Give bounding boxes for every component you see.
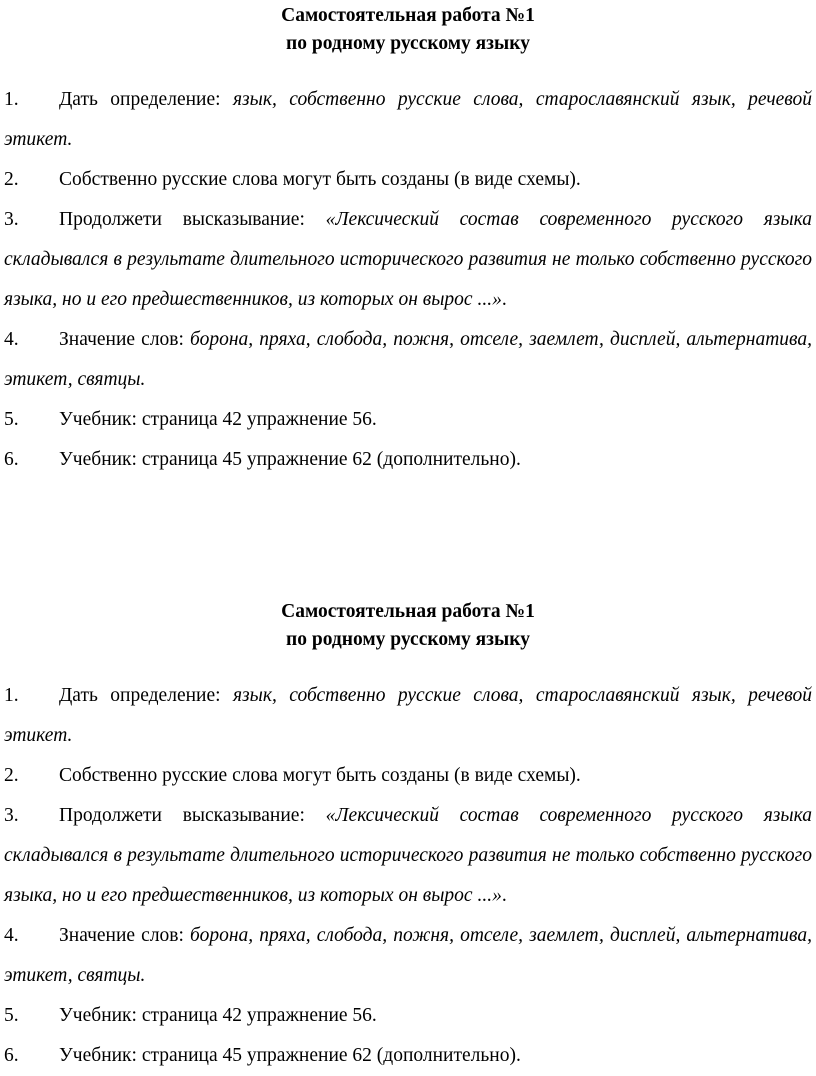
task-text: Учебник: страница 45 упражнение 62 (дополнительно). bbox=[59, 449, 521, 470]
task-item-2 bbox=[4, 160, 812, 200]
task-number: 5. bbox=[4, 1005, 19, 1026]
task-item-3 bbox=[4, 796, 812, 916]
task-tail: . bbox=[67, 129, 73, 150]
task-italic-text: борона, пряха, слобода, пожня, отселе, заемлет, дисплей, альтернатива, этикет, святцы bbox=[4, 925, 812, 986]
task-item-1 bbox=[4, 80, 812, 160]
task-item-5 bbox=[4, 996, 812, 1036]
worksheet-section-1 bbox=[4, 2, 812, 480]
task-text: Значение слов: bbox=[59, 925, 191, 946]
task-number: 1. bbox=[4, 685, 19, 706]
task-item-4 bbox=[4, 916, 812, 996]
task-text: Продолжети высказывание: bbox=[59, 805, 326, 826]
task-number: 6. bbox=[4, 449, 19, 470]
task-number: 2. bbox=[4, 765, 19, 786]
task-text: Продолжети высказывание: bbox=[59, 209, 326, 230]
title-line-2: по родному русскому языку bbox=[286, 33, 530, 54]
task-text: Дать определение: bbox=[59, 685, 233, 706]
title-line-2: по родному русскому языку bbox=[286, 629, 530, 650]
task-item-1 bbox=[4, 676, 812, 756]
task-number: 1. bbox=[4, 89, 19, 110]
task-text: Учебник: страница 45 упражнение 62 (дополнительно). bbox=[59, 1045, 521, 1066]
task-tail: . bbox=[67, 725, 73, 746]
task-item-3 bbox=[4, 200, 812, 320]
task-number: 5. bbox=[4, 409, 19, 430]
worksheet-section-2 bbox=[4, 598, 812, 1076]
task-list bbox=[4, 80, 812, 480]
task-number: 3. bbox=[4, 209, 19, 230]
task-tail: . bbox=[501, 885, 507, 906]
task-italic-text: борона, пряха, слобода, пожня, отселе, заемлет, дисплей, альтернатива, этикет, святцы bbox=[4, 329, 812, 390]
task-number: 4. bbox=[4, 329, 19, 350]
task-italic-text: «Лексический состав современного русского языка складывался в результате длительного исторического развития не только собственно русского языка, но и его предшественников, из которых он вырос ...» bbox=[4, 209, 812, 310]
section-title bbox=[4, 2, 812, 58]
task-item-4 bbox=[4, 320, 812, 400]
task-tail: . bbox=[140, 965, 146, 986]
task-number: 2. bbox=[4, 169, 19, 190]
task-italic-text: язык, собственно русские слова, старославянский язык, речевой этикет bbox=[4, 685, 812, 746]
task-tail: . bbox=[140, 369, 146, 390]
title-line-1: Самостоятельная работа №1 bbox=[281, 601, 535, 622]
task-list bbox=[4, 676, 812, 1076]
task-item-2 bbox=[4, 756, 812, 796]
task-number: 4. bbox=[4, 925, 19, 946]
task-number: 6. bbox=[4, 1045, 19, 1066]
task-text: Значение слов: bbox=[59, 329, 191, 350]
task-text: Учебник: страница 42 упражнение 56. bbox=[59, 409, 377, 430]
task-item-6 bbox=[4, 440, 812, 480]
task-tail: . bbox=[501, 289, 507, 310]
task-text: Дать определение: bbox=[59, 89, 233, 110]
title-line-1: Самостоятельная работа №1 bbox=[281, 5, 535, 26]
task-text: Собственно русские слова могут быть созданы (в виде схемы). bbox=[59, 169, 581, 190]
task-item-6 bbox=[4, 1036, 812, 1076]
task-text: Учебник: страница 42 упражнение 56. bbox=[59, 1005, 377, 1026]
task-item-5 bbox=[4, 400, 812, 440]
task-number: 3. bbox=[4, 805, 19, 826]
section-title bbox=[4, 598, 812, 654]
task-italic-text: «Лексический состав современного русского языка складывался в результате длительного исторического развития не только собственно русского языка, но и его предшественников, из которых он вырос ...» bbox=[4, 805, 812, 906]
task-text: Собственно русские слова могут быть созданы (в виде схемы). bbox=[59, 765, 581, 786]
task-italic-text: язык, собственно русские слова, старославянский язык, речевой этикет bbox=[4, 89, 812, 150]
